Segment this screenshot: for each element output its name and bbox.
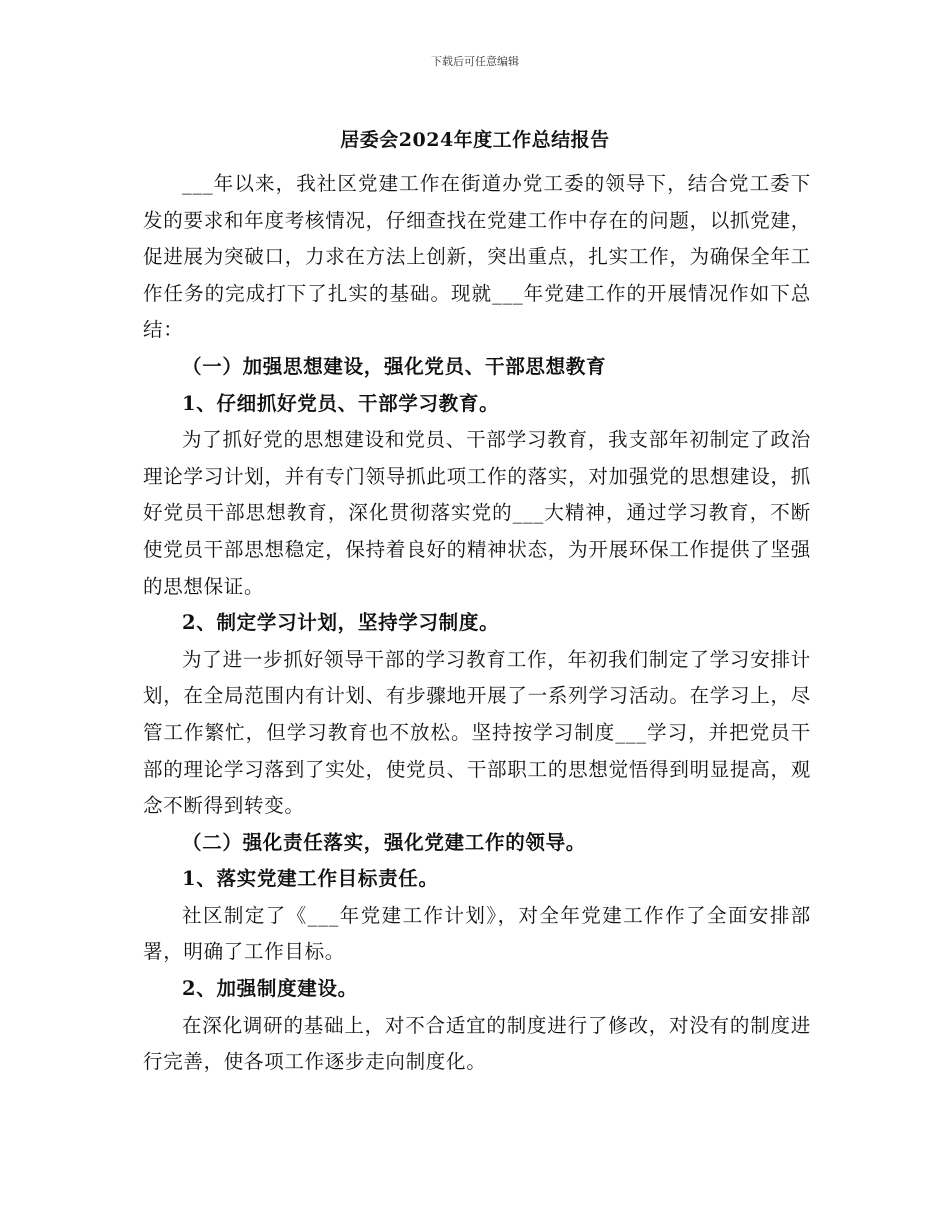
intro-paragraph: ___年以来，我社区党建工作在街道办党工委的领导下，结合党工委下发的要求和年度考核情况，仔细查找在党建工作中存在的问题，以抓党建，促进展为突破口，力求在方法上创新，突出重点，扎实工作，为确保全年工作任务的完成打下了扎实的基础。现就___年党建工作的开展情况作如下总结： [143,172,811,342]
section-1-item-2-heading: 2、制定学习计划，坚持学习制度。 [182,611,500,635]
section-2-heading: （二）强化责任落实，强化党建工作的领导。 [182,830,587,854]
section-2-item-1-heading: 1、落实党建工作目标责任。 [182,867,439,891]
section-1-item-2-paragraph: 为了进一步抓好领导干部的学习教育工作，年初我们制定了学习安排计划，在全局范围内有计划、有步骤地开展了一系列学习活动。在学习上，尽管工作繁忙，但学习教育也不放松。坚持按学习制度___学习，并把党员干部的理论学习落到了实处，使党员、干部职工的思想觉悟得到明显提高，观念不断得到转变。 [143,647,811,818]
section-2-item-1-paragraph: 社区制定了《___年党建工作计划》，对全年党建工作作了全面安排部署，明确了工作目标。 [143,903,811,964]
document-title: 居委会2024年度工作总结报告 [340,129,610,151]
section-2-item-2-paragraph: 在深化调研的基础上，对不合适宜的制度进行了修改，对没有的制度进行完善，使各项工作逐步走向制度化。 [143,1013,811,1074]
section-2-item-2-heading: 2、加强制度建设。 [182,977,358,1001]
document-body [143,166,811,1081]
section-1-item-1-heading: 1、仔细抓好党员、干部学习教育。 [182,391,500,415]
section-1-heading: （一）加强思想建设，强化党员、干部思想教育 [182,354,607,378]
section-1-item-1-paragraph: 为了抓好党的思想建设和党员、干部学习教育，我支部年初制定了政治理论学习计划，并有专门领导抓此项工作的落实，对加强党的思想建设，抓好党员干部思想教育，深化贯彻落实党的___大精神，通过学习教育，不断使党员干部思想稳定，保持着良好的精神状态，为开展环保工作提供了坚强的思想保证。 [143,428,811,598]
header-note: 下载后可任意编辑 [431,55,519,68]
